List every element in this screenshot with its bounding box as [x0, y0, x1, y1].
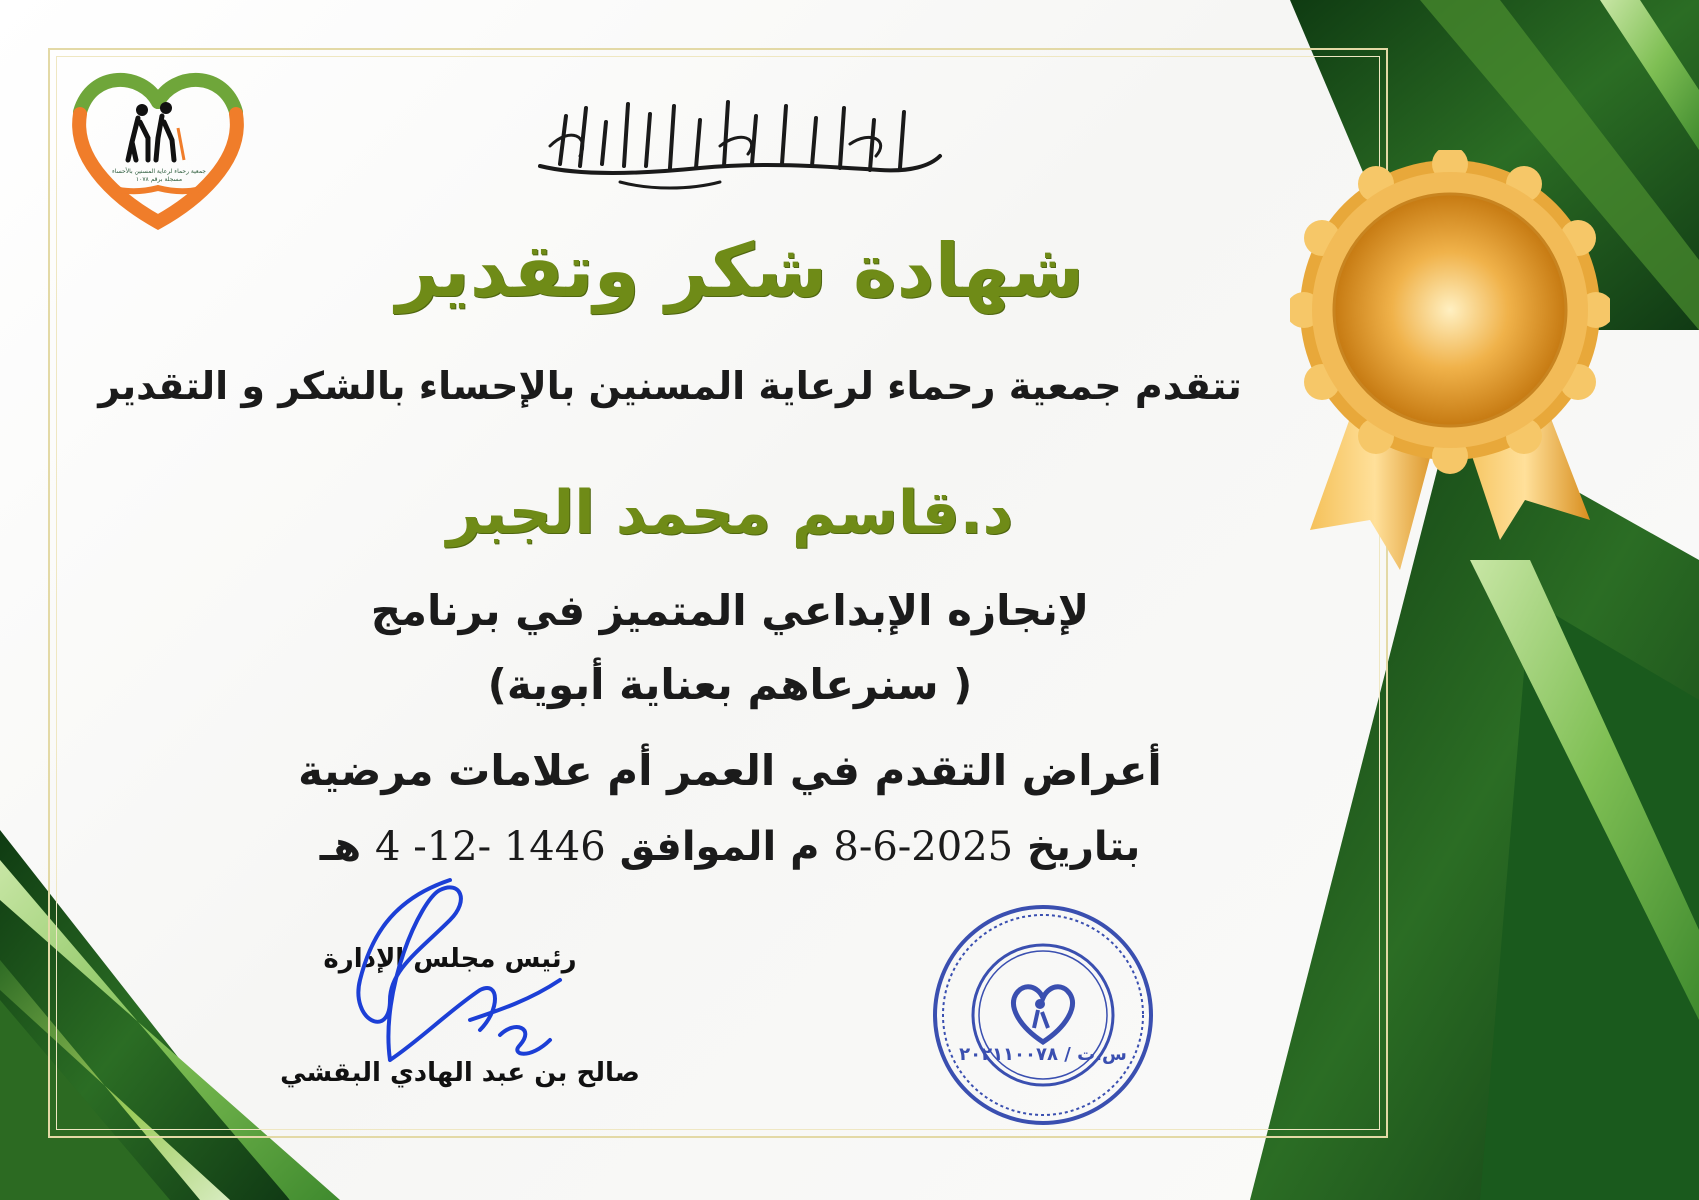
- logo-caption-line2: مسجلة برقم ١٠٧٨: [135, 176, 183, 183]
- date-prefix: بتاريخ: [1027, 824, 1141, 870]
- gold-medal-icon: [1290, 150, 1610, 580]
- gregorian-suffix: م: [790, 824, 820, 870]
- official-stamp: [930, 902, 1156, 1128]
- hijri-date: 4 -12- 1446: [375, 824, 606, 870]
- topic-line: أعراض التقدم في العمر أم علامات مرضية: [298, 746, 1162, 795]
- handwritten-signature: [330, 860, 630, 1090]
- stamp-number: س.ت / ٢٠٢١١٠٠٧٨: [959, 1044, 1127, 1065]
- association-logo: [62, 62, 254, 232]
- logo-caption: [100, 168, 218, 184]
- intro-text: تتقدم جمعية رحماء لرعاية المسنين بالإحساء بالشكر و التقدير: [98, 364, 1242, 408]
- achievement-line: لإنجازه الإبداعي المتميز في برنامج: [370, 586, 1090, 635]
- signatory-title: رئيس مجلس الإدارة: [323, 944, 577, 974]
- date-middle: الموافق: [619, 824, 777, 870]
- program-name: ( سنرعاهم بعناية أبوية): [487, 660, 973, 709]
- recipient-name: د.قاسم محمد الجبر: [446, 478, 1014, 548]
- hijri-suffix: هـ: [319, 824, 362, 870]
- signatory-name: صالح بن عبد الهادي البقشي: [280, 1058, 640, 1088]
- basmala-calligraphy: [520, 86, 960, 196]
- certificate-title: شهادة شكر وتقدير: [395, 228, 1085, 314]
- gregorian-date: 8-6-2025: [833, 824, 1014, 870]
- logo-caption-line1: جمعية رحماء لرعاية المسنين بالأحساء: [111, 168, 207, 175]
